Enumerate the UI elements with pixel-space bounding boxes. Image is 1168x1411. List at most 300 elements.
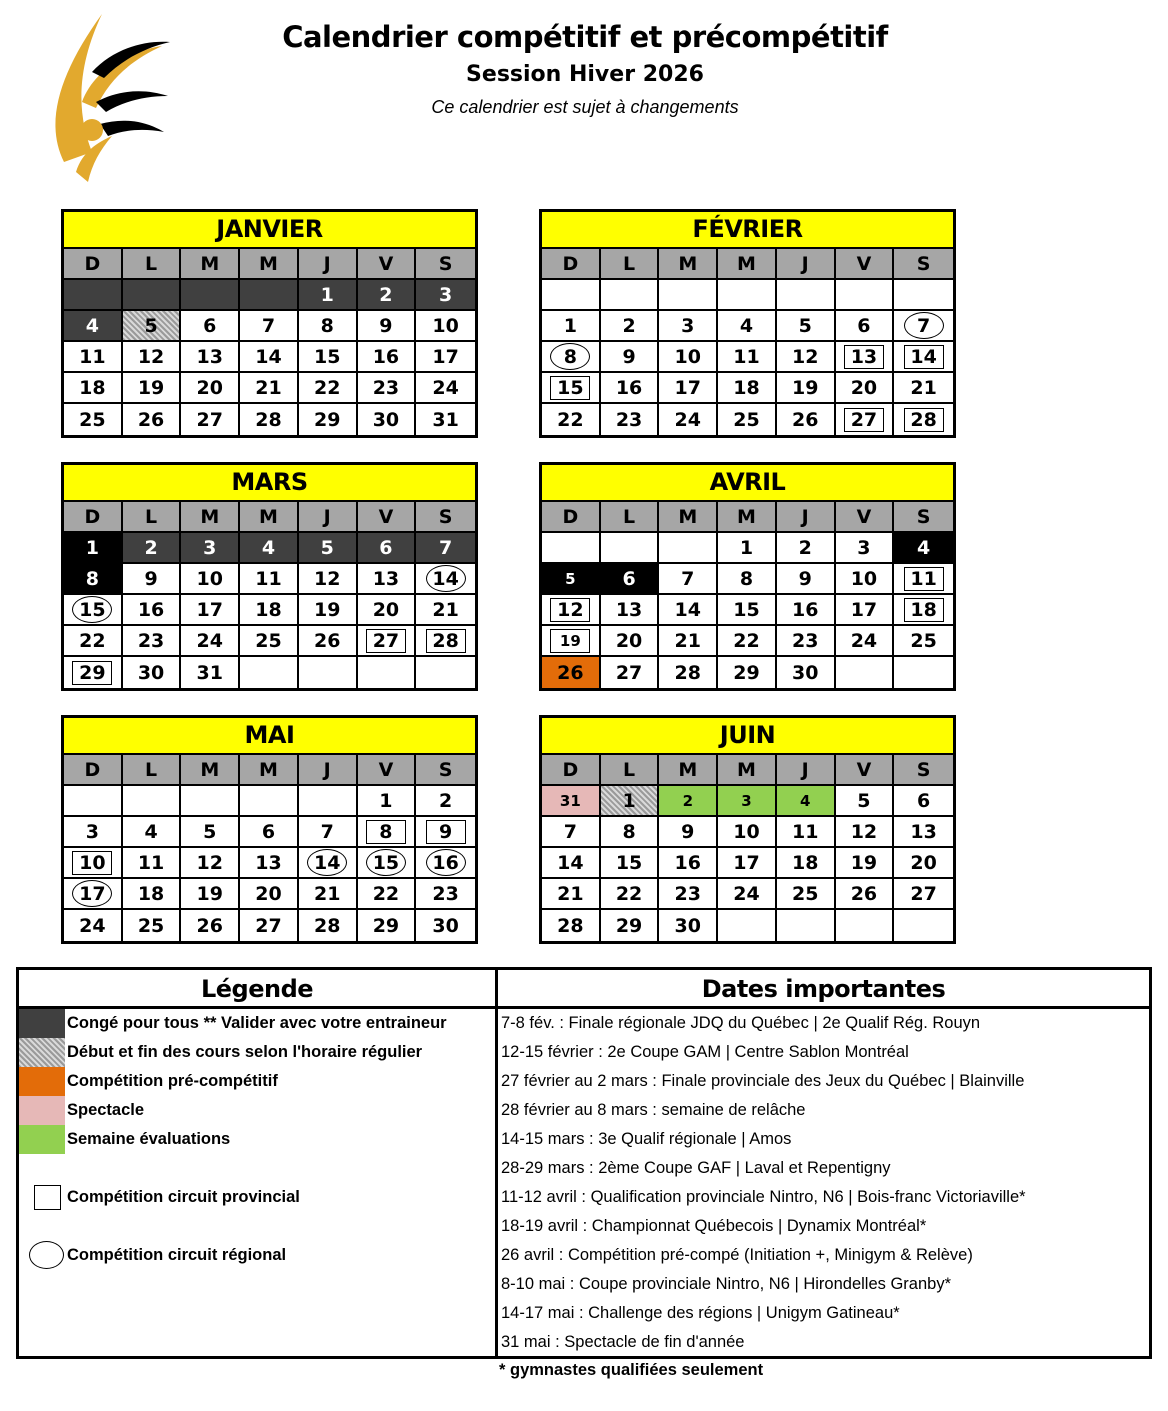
day-cell: 22 <box>64 626 123 657</box>
weekday-header: J <box>777 502 836 533</box>
important-date-item: 28-29 mars : 2ème Coupe GAF | Laval et Repentigny <box>501 1159 891 1177</box>
empty-day-cell <box>718 280 777 311</box>
legend-swatch <box>19 1096 65 1125</box>
day-cell: 28 <box>299 910 358 941</box>
regional-competition-marker: 8 <box>550 343 590 370</box>
legend-label: Compétition circuit provincial <box>67 1188 300 1206</box>
day-cell: 8 <box>601 817 660 848</box>
important-date-item: 31 mai : Spectacle de fin d'année <box>501 1333 745 1351</box>
day-cell: 20 <box>240 879 299 910</box>
legend-label: Semaine évaluations <box>67 1130 231 1148</box>
weekday-header: L <box>601 755 660 786</box>
disclaimer-note: Ce calendrier est sujet à changements <box>431 97 739 117</box>
provincial-competition-marker: 18 <box>904 598 944 622</box>
regional-competition-marker: 16 <box>426 849 466 876</box>
day-cell: 20 <box>894 848 953 879</box>
day-cell: 4 <box>123 817 182 848</box>
day-cell: 25 <box>718 404 777 435</box>
weekday-header: S <box>416 249 475 280</box>
day-cell: 1 <box>64 533 123 564</box>
day-cell: 17 <box>181 595 240 626</box>
day-cell: 6 <box>836 311 895 342</box>
month-title: FÉVRIER <box>542 212 953 249</box>
legend-panel <box>16 967 1152 1359</box>
day-cell: 4 <box>718 311 777 342</box>
day-cell: 3 <box>718 786 777 817</box>
page-title: Calendrier compétitif et précompétitif <box>282 20 888 54</box>
circle-icon <box>29 1241 64 1269</box>
day-cell <box>64 879 123 910</box>
month-calendar-fevrier <box>539 209 956 438</box>
day-cell <box>416 564 475 595</box>
weekday-header: S <box>894 755 953 786</box>
day-cell: 23 <box>123 626 182 657</box>
day-cell: 22 <box>299 373 358 404</box>
day-cell: 2 <box>659 786 718 817</box>
day-cell: 3 <box>64 817 123 848</box>
day-cell: 22 <box>718 626 777 657</box>
empty-day-cell <box>836 910 895 941</box>
day-cell: 5 <box>299 533 358 564</box>
important-date-item: 18-19 avril : Championnat Québecois | Dynamix Montréal* <box>501 1217 927 1235</box>
day-cell: 15 <box>601 848 660 879</box>
weekday-header: M <box>240 755 299 786</box>
weekday-header: L <box>601 249 660 280</box>
day-cell <box>64 848 123 879</box>
day-cell: 16 <box>601 373 660 404</box>
day-cell: 9 <box>777 564 836 595</box>
day-cell <box>836 342 895 373</box>
legend-item <box>19 1183 495 1212</box>
provincial-competition-marker: 28 <box>904 408 944 432</box>
important-date-item: 7-8 fév. : Finale régionale JDQ du Québec | 2e Qualif Rég. Rouyn <box>501 1014 981 1032</box>
weekday-header: D <box>542 755 601 786</box>
weekday-header: L <box>123 249 182 280</box>
weekday-header: M <box>659 755 718 786</box>
important-date-item: 12-15 février : 2e Coupe GAM | Centre Sablon Montréal <box>501 1043 909 1061</box>
weekday-header: M <box>718 755 777 786</box>
empty-day-cell <box>64 280 123 311</box>
provincial-competition-marker: 19 <box>550 629 590 653</box>
day-grid <box>64 502 475 688</box>
day-cell: 18 <box>123 879 182 910</box>
legend-swatch <box>19 1009 65 1038</box>
day-cell <box>358 848 417 879</box>
day-cell: 30 <box>123 657 182 688</box>
weekday-header: S <box>894 502 953 533</box>
day-cell: 18 <box>777 848 836 879</box>
day-cell: 24 <box>181 626 240 657</box>
day-cell: 15 <box>299 342 358 373</box>
legend-swatch <box>19 1125 65 1154</box>
day-cell <box>542 373 601 404</box>
day-cell: 11 <box>64 342 123 373</box>
day-cell: 10 <box>416 311 475 342</box>
weekday-header: J <box>299 502 358 533</box>
day-cell: 18 <box>240 595 299 626</box>
day-cell: 10 <box>181 564 240 595</box>
provincial-competition-marker: 11 <box>904 567 944 591</box>
day-cell: 31 <box>181 657 240 688</box>
day-cell: 27 <box>240 910 299 941</box>
weekday-header: D <box>64 755 123 786</box>
legend-label: Spectacle <box>67 1101 145 1119</box>
provincial-competition-marker: 27 <box>366 629 406 653</box>
month-title: MAI <box>64 718 475 755</box>
empty-day-cell <box>64 786 123 817</box>
day-cell: 6 <box>894 786 953 817</box>
day-cell: 23 <box>777 626 836 657</box>
weekday-header: V <box>836 249 895 280</box>
month-calendar-mai <box>61 715 478 944</box>
day-cell <box>894 342 953 373</box>
day-cell: 8 <box>718 564 777 595</box>
gymnast-logo-icon <box>52 12 170 184</box>
day-cell <box>894 595 953 626</box>
day-cell: 21 <box>299 879 358 910</box>
day-cell: 26 <box>123 404 182 435</box>
weekday-header: M <box>181 502 240 533</box>
weekday-header: V <box>358 249 417 280</box>
day-cell: 31 <box>432 408 459 431</box>
day-cell: 5 <box>836 786 895 817</box>
day-cell: 12 <box>777 342 836 373</box>
day-cell: 4 <box>64 311 123 342</box>
day-cell: 11 <box>123 848 182 879</box>
regional-competition-marker: 15 <box>72 596 112 623</box>
day-cell: 4 <box>777 786 836 817</box>
day-cell: 31 <box>542 786 601 817</box>
day-cell: 6 <box>601 564 660 595</box>
month-title: MARS <box>64 465 475 502</box>
day-cell <box>416 626 475 657</box>
weekday-header: M <box>718 502 777 533</box>
empty-day-cell <box>123 280 182 311</box>
empty-day-cell <box>601 533 660 564</box>
day-cell: 12 <box>123 342 182 373</box>
day-cell: 2 <box>777 533 836 564</box>
day-cell: 19 <box>777 373 836 404</box>
day-cell: 29 <box>718 657 777 688</box>
day-cell: 25 <box>123 910 182 941</box>
day-cell: 26 <box>836 879 895 910</box>
day-cell: 1 <box>601 786 660 817</box>
weekday-header: V <box>358 502 417 533</box>
day-cell: 5 <box>542 564 601 595</box>
weekday-header: L <box>123 755 182 786</box>
weekday-header: M <box>659 249 718 280</box>
empty-day-cell <box>601 280 660 311</box>
day-cell: 17 <box>718 848 777 879</box>
day-cell <box>416 848 475 879</box>
important-date-item: 28 février au 8 mars : semaine de relâche <box>501 1101 806 1119</box>
empty-day-cell <box>240 280 299 311</box>
day-cell <box>836 404 895 435</box>
day-cell: 30 <box>358 404 417 435</box>
day-cell: 24 <box>659 404 718 435</box>
day-cell: 29 <box>358 910 417 941</box>
day-cell: 21 <box>416 595 475 626</box>
empty-day-cell <box>718 910 777 941</box>
empty-day-cell <box>542 533 601 564</box>
legend-title: Légende <box>19 970 495 1009</box>
day-cell: 13 <box>894 817 953 848</box>
regional-competition-marker: 14 <box>307 849 347 876</box>
legend-item <box>19 1096 495 1125</box>
day-cell: 1 <box>358 786 417 817</box>
day-cell: 2 <box>416 786 475 817</box>
day-cell: 1 <box>718 533 777 564</box>
day-cell: 16 <box>777 595 836 626</box>
day-cell: 2 <box>358 280 417 311</box>
day-cell: 4 <box>240 533 299 564</box>
day-cell: 24 <box>64 910 123 941</box>
day-cell: 18 <box>64 373 123 404</box>
empty-day-cell <box>542 280 601 311</box>
day-cell: 20 <box>358 595 417 626</box>
day-cell <box>64 657 123 688</box>
day-cell: 8 <box>64 564 123 595</box>
provincial-competition-marker: 9 <box>426 820 466 844</box>
month-title: JANVIER <box>64 212 475 249</box>
provincial-competition-marker: 15 <box>550 376 590 400</box>
day-cell: 18 <box>718 373 777 404</box>
provincial-competition-marker: 8 <box>366 820 406 844</box>
day-cell: 12 <box>181 848 240 879</box>
provincial-competition-marker: 29 <box>72 661 112 685</box>
day-cell: 13 <box>358 564 417 595</box>
day-cell: 30 <box>659 910 718 941</box>
day-cell <box>64 595 123 626</box>
day-cell: 17 <box>659 373 718 404</box>
legend-item <box>19 1125 495 1154</box>
day-cell: 29 <box>601 910 660 941</box>
day-grid <box>542 502 953 688</box>
month-title: AVRIL <box>542 465 953 502</box>
day-cell: 24 <box>416 373 475 404</box>
important-date-item: 14-15 mars : 3e Qualif régionale | Amos <box>501 1130 792 1148</box>
legend-label: Compétition pré-compétitif <box>67 1072 278 1090</box>
weekday-header: M <box>718 249 777 280</box>
day-cell: 7 <box>299 817 358 848</box>
day-cell: 19 <box>299 595 358 626</box>
day-cell: 6 <box>358 533 417 564</box>
day-cell <box>358 817 417 848</box>
weekday-header: M <box>240 502 299 533</box>
day-cell: 3 <box>181 533 240 564</box>
day-cell: 10 <box>659 342 718 373</box>
provincial-competition-marker: 14 <box>904 345 944 369</box>
empty-day-cell <box>358 657 417 688</box>
day-cell: 28 <box>659 657 718 688</box>
day-cell: 4 <box>894 533 953 564</box>
weekday-header: S <box>416 755 475 786</box>
weekday-header: J <box>299 249 358 280</box>
day-cell: 2 <box>601 311 660 342</box>
day-cell: 26 <box>299 626 358 657</box>
day-cell: 7 <box>240 311 299 342</box>
day-cell: 20 <box>836 373 895 404</box>
day-cell: 21 <box>542 879 601 910</box>
square-icon <box>34 1185 61 1210</box>
day-cell <box>542 626 601 657</box>
day-cell: 1 <box>542 311 601 342</box>
footnote: * gymnastes qualifiées seulement <box>499 1361 764 1379</box>
day-cell: 27 <box>894 879 953 910</box>
day-cell: 9 <box>601 342 660 373</box>
weekday-header: D <box>542 502 601 533</box>
day-cell: 24 <box>836 626 895 657</box>
provincial-competition-marker: 10 <box>72 851 112 875</box>
day-cell <box>299 848 358 879</box>
day-cell: 22 <box>601 879 660 910</box>
provincial-competition-marker: 28 <box>426 629 466 653</box>
day-cell <box>542 595 601 626</box>
weekday-header: M <box>181 249 240 280</box>
day-cell: 23 <box>659 879 718 910</box>
day-cell: 10 <box>718 817 777 848</box>
day-cell: 30 <box>777 657 836 688</box>
day-cell: 30 <box>432 914 459 937</box>
day-cell: 16 <box>123 595 182 626</box>
legend-swatch <box>19 1067 65 1096</box>
weekday-header: S <box>416 502 475 533</box>
day-cell <box>416 817 475 848</box>
provincial-competition-marker: 27 <box>844 408 884 432</box>
day-cell: 6 <box>181 311 240 342</box>
day-cell: 9 <box>358 311 417 342</box>
day-cell: 21 <box>894 373 953 404</box>
legend-label: Congé pour tous ** Valider avec votre entraineur <box>67 1014 447 1032</box>
empty-day-cell <box>836 657 895 688</box>
weekday-header: D <box>64 502 123 533</box>
day-grid <box>542 249 953 435</box>
legend-label: Début et fin des cours selon l'horaire régulier <box>67 1043 423 1061</box>
day-cell: 14 <box>542 848 601 879</box>
legend-label: Compétition circuit régional <box>67 1246 287 1264</box>
session-subtitle: Session Hiver 2026 <box>466 62 704 87</box>
day-cell: 19 <box>181 879 240 910</box>
day-cell: 26 <box>181 910 240 941</box>
day-cell <box>358 626 417 657</box>
day-cell: 23 <box>601 404 660 435</box>
weekday-header: L <box>601 502 660 533</box>
weekday-header: V <box>836 755 895 786</box>
provincial-competition-marker: 12 <box>550 598 590 622</box>
day-cell: 13 <box>601 595 660 626</box>
day-cell: 3 <box>659 311 718 342</box>
important-date-item: 11-12 avril : Qualification provinciale Nintro, N6 | Bois-franc Victoriaville* <box>501 1188 1026 1206</box>
regional-competition-marker: 17 <box>72 880 112 907</box>
day-cell: 2 <box>123 533 182 564</box>
important-date-item: 27 février au 2 mars : Finale provinciale des Jeux du Québec | Blainville <box>501 1072 1025 1090</box>
empty-day-cell <box>416 657 475 688</box>
day-cell: 22 <box>358 879 417 910</box>
day-cell: 9 <box>659 817 718 848</box>
weekday-header: M <box>659 502 718 533</box>
day-cell: 16 <box>358 342 417 373</box>
weekday-header: V <box>358 755 417 786</box>
day-cell: 20 <box>181 373 240 404</box>
weekday-header: J <box>777 249 836 280</box>
day-grid <box>64 249 475 435</box>
day-cell: 7 <box>542 817 601 848</box>
day-cell: 9 <box>123 564 182 595</box>
day-cell: 12 <box>299 564 358 595</box>
day-cell: 25 <box>64 404 123 435</box>
important-dates-title: Dates importantes <box>498 970 1149 1009</box>
day-cell: 25 <box>777 879 836 910</box>
day-cell: 23 <box>358 373 417 404</box>
day-cell: 17 <box>836 595 895 626</box>
weekday-header: M <box>181 755 240 786</box>
empty-day-cell <box>836 280 895 311</box>
day-cell: 29 <box>299 404 358 435</box>
empty-day-cell <box>240 786 299 817</box>
legend-item <box>19 1009 495 1038</box>
provincial-competition-marker: 13 <box>844 345 884 369</box>
empty-day-cell <box>299 786 358 817</box>
day-cell <box>894 311 953 342</box>
day-cell: 11 <box>777 817 836 848</box>
legend-item <box>19 1038 495 1067</box>
empty-day-cell <box>123 786 182 817</box>
regional-competition-marker: 7 <box>904 312 944 339</box>
day-cell: 19 <box>123 373 182 404</box>
day-cell: 6 <box>240 817 299 848</box>
month-calendar-juin <box>539 715 956 944</box>
day-cell: 3 <box>416 280 475 311</box>
day-cell <box>894 404 953 435</box>
empty-day-cell <box>894 280 953 311</box>
weekday-header: D <box>542 249 601 280</box>
legend-swatch <box>19 1038 65 1067</box>
day-cell: 10 <box>836 564 895 595</box>
month-calendar-avril <box>539 462 956 691</box>
day-cell: 1 <box>299 280 358 311</box>
empty-day-cell <box>777 280 836 311</box>
day-cell: 7 <box>416 533 475 564</box>
empty-day-cell <box>659 533 718 564</box>
day-cell: 11 <box>240 564 299 595</box>
legend-item <box>19 1241 495 1270</box>
day-cell: 5 <box>181 817 240 848</box>
empty-day-cell <box>181 786 240 817</box>
month-calendar-janvier <box>61 209 478 438</box>
empty-day-cell <box>240 657 299 688</box>
day-grid <box>542 755 953 941</box>
legend-section <box>19 970 498 1356</box>
day-cell: 25 <box>894 626 953 657</box>
day-cell: 13 <box>240 848 299 879</box>
weekday-header: S <box>894 249 953 280</box>
legend-item <box>19 1067 495 1096</box>
weekday-header: J <box>299 755 358 786</box>
day-cell: 7 <box>659 564 718 595</box>
empty-day-cell <box>181 280 240 311</box>
weekday-header: J <box>777 755 836 786</box>
important-dates-section <box>498 970 1149 1356</box>
day-cell: 21 <box>240 373 299 404</box>
day-cell: 15 <box>718 595 777 626</box>
day-cell: 27 <box>181 404 240 435</box>
empty-day-cell <box>659 280 718 311</box>
day-cell: 25 <box>240 626 299 657</box>
regional-competition-marker: 14 <box>426 565 466 592</box>
day-cell: 16 <box>659 848 718 879</box>
day-cell: 27 <box>601 657 660 688</box>
day-cell <box>894 564 953 595</box>
